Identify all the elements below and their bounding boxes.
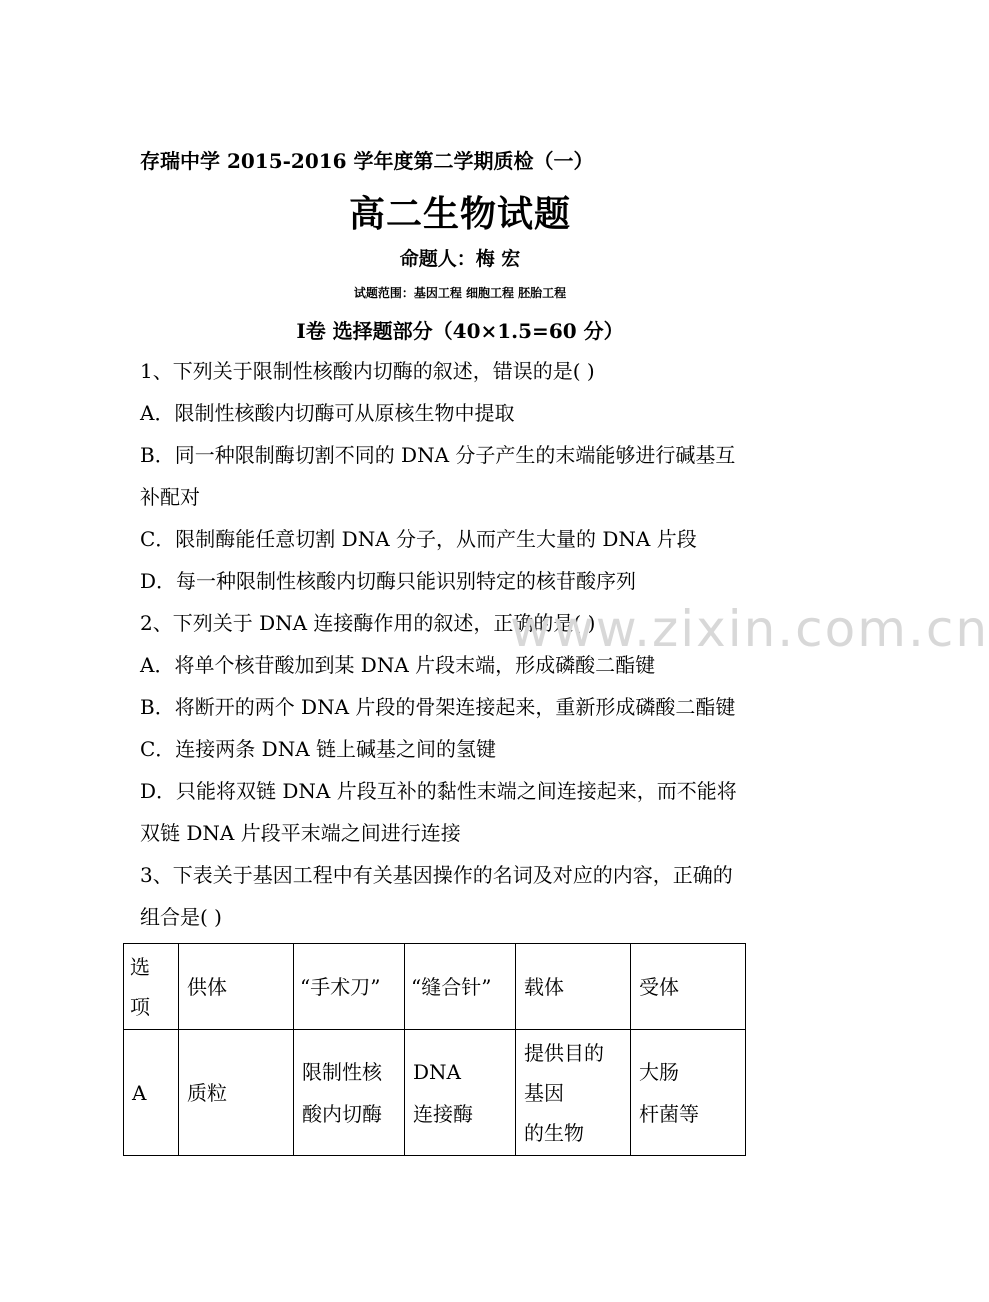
row-a-recipient-line1: 大肠 bbox=[639, 1059, 679, 1084]
question-2-option-a: A．将单个核苷酸加到某 DNA 片段末端，形成磷酸二酯键 bbox=[140, 653, 656, 677]
question-3-stem: 3、下表关于基因工程中有关基因操作的名词及对应的内容，正确的 bbox=[140, 863, 733, 887]
author-line: 命题人：梅 宏 bbox=[399, 248, 521, 270]
row-a-recipient-line2: 杆菌等 bbox=[639, 1101, 699, 1126]
row-a-needle bbox=[405, 1030, 516, 1156]
row-a-donor: 质粒 bbox=[179, 1030, 294, 1156]
header-needle: “缝合针” bbox=[405, 944, 516, 1030]
header-option-line2: 项 bbox=[130, 994, 150, 1019]
row-a-scalpel-line1: 限制性核 bbox=[302, 1059, 382, 1084]
gene-operation-table bbox=[123, 943, 746, 1156]
question-1-option-b: B．同一种限制酶切割不同的 DNA 分子产生的末端能够进行碱基互 bbox=[140, 443, 736, 467]
row-a-vector-line1: 提供目的 bbox=[524, 1040, 604, 1065]
exam-title: 高二生物试题 bbox=[348, 193, 571, 235]
question-3-stem-cont: 组合是( ) bbox=[140, 905, 222, 929]
section-heading: Ⅰ卷 选择题部分（40×1.5=60 分） bbox=[296, 319, 624, 343]
question-1-option-d: D．每一种限制性核酸内切酶只能识别特定的核苷酸序列 bbox=[140, 569, 637, 593]
watermark: www.zixin.com.cn bbox=[510, 600, 989, 658]
row-a-needle-line2: 连接酶 bbox=[413, 1101, 473, 1126]
row-a-needle-line1: DNA bbox=[413, 1059, 461, 1084]
question-1-option-c: C．限制酶能任意切割 DNA 分子，从而产生大量的 DNA 片段 bbox=[140, 527, 697, 551]
question-2-option-d: D．只能将双链 DNA 片段互补的黏性末端之间连接起来，而不能将 bbox=[140, 779, 737, 803]
row-a-vector-line2: 基因 bbox=[524, 1080, 564, 1105]
question-2-option-b: B．将断开的两个 DNA 片段的骨架连接起来，重新形成磷酸二酯键 bbox=[140, 695, 736, 719]
question-1-stem: 1、下列关于限制性核酸内切酶的叙述，错误的是( ) bbox=[140, 359, 595, 383]
header-vector: 载体 bbox=[516, 944, 631, 1030]
question-2-option-c: C．连接两条 DNA 链上碱基之间的氢键 bbox=[140, 737, 496, 761]
row-a-vector-line3: 的生物 bbox=[524, 1120, 584, 1145]
header-recipient: 受体 bbox=[631, 944, 746, 1030]
row-a-vector bbox=[516, 1030, 631, 1156]
row-a-scalpel bbox=[294, 1030, 405, 1156]
header-option-line1: 选 bbox=[130, 954, 150, 979]
exam-scope: 试题范围：基因工程 细胞工程 胚胎工程 bbox=[353, 286, 567, 300]
row-a-scalpel-line2: 酸内切酶 bbox=[302, 1101, 382, 1126]
question-1-option-b-cont: 补配对 bbox=[140, 485, 200, 509]
table-header-row bbox=[124, 944, 746, 1030]
question-1-option-a: A．限制性核酸内切酶可从原核生物中提取 bbox=[140, 401, 515, 425]
header-scalpel: “手术刀” bbox=[294, 944, 405, 1030]
school-header: 存瑞中学 2015-2016 学年度第二学期质检（一） bbox=[140, 149, 594, 173]
row-a-option: A bbox=[124, 1030, 179, 1156]
table-row bbox=[124, 1030, 746, 1156]
header-donor: 供体 bbox=[179, 944, 294, 1030]
question-2-option-d-cont: 双链 DNA 片段平末端之间进行连接 bbox=[140, 821, 461, 845]
question-2-stem: 2、下列关于 DNA 连接酶作用的叙述，正确的是( ) bbox=[140, 611, 596, 635]
header-option bbox=[124, 944, 179, 1030]
row-a-recipient bbox=[631, 1030, 746, 1156]
